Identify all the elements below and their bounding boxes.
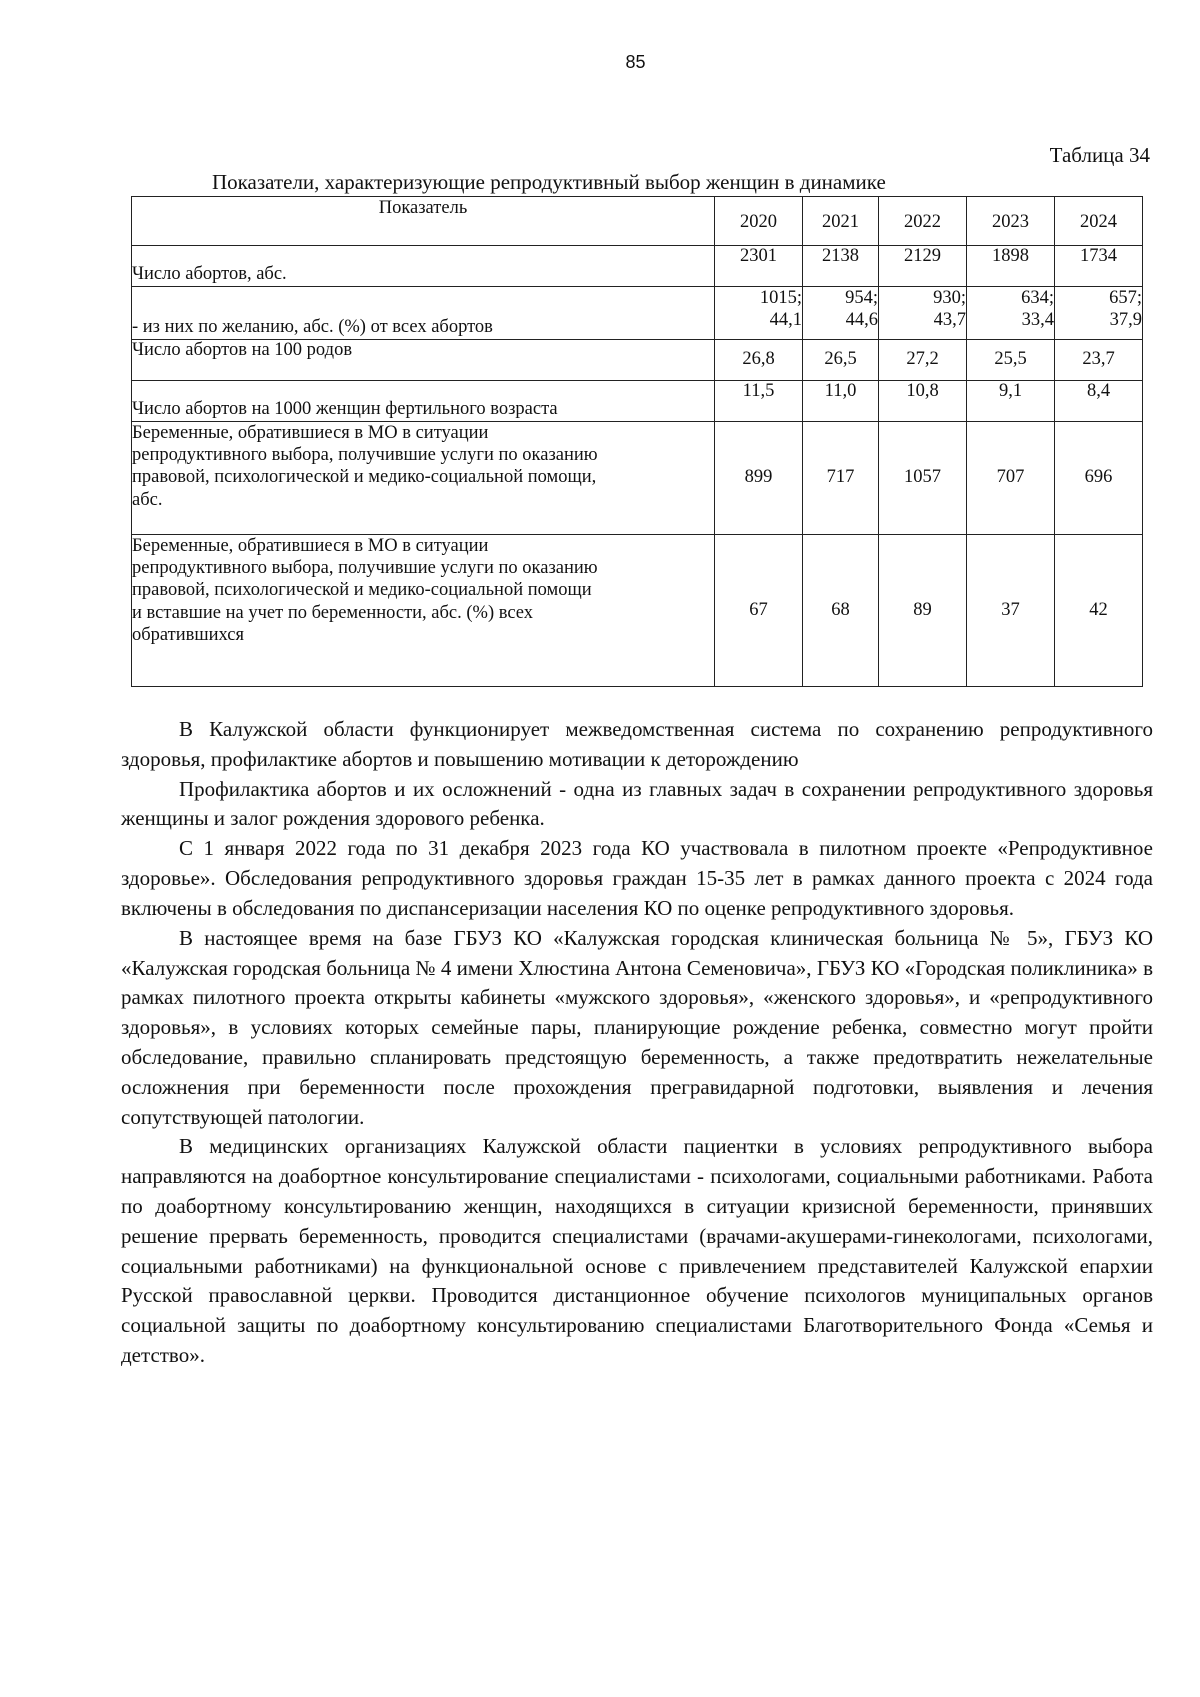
table-cell: 696 [1055,422,1143,535]
row-label-line: правовой, психологической и медико-социальной помощи [132,580,592,601]
table-row [132,287,1143,340]
table-cell: 25,5 [967,340,1055,381]
row-label [132,535,715,687]
row-label-line: репродуктивного выбора, получившие услуги по оказанию [132,558,598,579]
paragraph: С 1 января 2022 года по 31 декабря 2023 года КО участвовала в пилотном проекте «Репродуктивное здоровье». Обследования репродуктивного здоровья граждан 15-35 лет в рамках данного проекта с 2024 года включены в обследования по диспансеризации населения КО по оценке репродуктивного здоровья. [121,836,1153,920]
cell-pct: 43,7 [933,310,966,331]
row-label-line: и вставшие на учет по беременности, абс. (%) всех [132,602,534,623]
cell-abs: 930; [933,288,966,308]
paragraph: В Калужской области функционирует межведомственная система по сохранению репродуктивного здоровья, профилактике абортов и повышению мотивации к деторождению [121,717,1153,771]
indicators-table [131,196,1143,687]
row-label: Число абортов на 1000 женщин фертильного возраста [132,381,715,422]
table-row [132,246,1143,287]
table-cell: 717 [803,422,879,535]
row-label: Число абортов, абс. [132,246,715,287]
table-row [132,381,1143,422]
table-title: Показатели, характеризующие репродуктивный выбор женщин в динамике [212,170,886,194]
table-cell: 1734 [1055,246,1143,287]
table-cell [1055,287,1143,340]
row-label [132,422,715,535]
header-year-2021: 2021 [803,197,879,246]
header-year-2020: 2020 [715,197,803,246]
cell-abs: 634; [1021,288,1054,308]
cell-abs: 1015; [759,288,802,308]
row-label: Число абортов на 100 родов [132,340,715,381]
table-cell: 11,0 [803,381,879,422]
table-cell: 27,2 [879,340,967,381]
cell-pct: 37,9 [1109,310,1142,331]
table-cell: 707 [967,422,1055,535]
table-cell: 10,8 [879,381,967,422]
row-label-line: репродуктивного выбора, получившие услуги по оказанию [132,445,598,466]
table-cell: 2301 [715,246,803,287]
table-cell: 26,5 [803,340,879,381]
table-cell: 37 [967,535,1055,687]
cell-pct: 44,6 [845,310,878,331]
table-cell: 2138 [803,246,879,287]
table-cell [967,287,1055,340]
table-cell: 899 [715,422,803,535]
cell-abs: 657; [1109,288,1142,308]
row-label-line: правовой, психологической и медико-социальной помощи, [132,467,597,488]
header-year-2024: 2024 [1055,197,1143,246]
page-number: 85 [625,52,646,72]
table-cell: 8,4 [1055,381,1143,422]
body-text [121,715,1153,1371]
table-cell: 89 [879,535,967,687]
paragraph: В настоящее время на базе ГБУЗ КО «Калужская городская клиническая больница № 5», ГБУЗ КО «Калужская городская больница № 4 имени Хлюстина Антона Семеновича», ГБУЗ КО «Городская поликлиника» в рамках пилотного проекта открыты кабинеты «мужского здоровья», «женского здоровья», и «репродуктивного здоровья», в условиях которых семейные пары, планирующие рождение ребенка, совместно могут пройти обследование, правильно спланировать предстоящую беременность, а также предотвратить нежелательные осложнения при беременности после прохождения прегравидарной подготовки, выявления и лечения сопутствующей патологии. [121,925,1153,1129]
table-header-row [132,197,1143,246]
cell-abs: 954; [845,288,878,308]
table-cell: 1898 [967,246,1055,287]
table-cell: 11,5 [715,381,803,422]
header-year-2023: 2023 [967,197,1055,246]
table-row [132,340,1143,381]
cell-pct: 33,4 [1021,310,1054,331]
table-cell [715,287,803,340]
table-cell: 2129 [879,246,967,287]
table-cell: 23,7 [1055,340,1143,381]
row-label-line: Беременные, обратившиеся в МО в ситуации [132,536,489,556]
table-cell [879,287,967,340]
header-indicator: Показатель [132,197,715,246]
cell-pct: 44,1 [769,310,802,331]
table-row [132,422,1143,535]
table-label: Таблица 34 [1049,143,1150,167]
table-cell: 42 [1055,535,1143,687]
row-label-line: Беременные, обратившиеся в МО в ситуации [132,423,489,443]
table-cell: 9,1 [967,381,1055,422]
paragraph: Профилактика абортов и их осложнений - одна из главных задач в сохранении репродуктивного здоровья женщины и залог рождения здорового ребенка. [121,776,1153,831]
table-cell: 26,8 [715,340,803,381]
row-label: - из них по желанию, абс. (%) от всех абортов [132,287,715,340]
table-cell: 67 [715,535,803,687]
row-label-line: обратившихся [132,624,244,645]
table-cell [803,287,879,340]
table-row [132,535,1143,687]
table-cell: 1057 [879,422,967,535]
table-cell: 68 [803,535,879,687]
paragraph: В медицинских организациях Калужской области пациентки в условиях репродуктивного выбора направляются на доабортное консультирование специалистами - психологами, социальными работниками. Работа по доабортному консультированию женщин, находящихся в ситуации кризисной беременности, принявших решение прервать беременность, проводится специалистами (врачами-акушерами-гинекологами, психологами, социальными работниками) на функциональной основе с привлечением представителей Калужской епархии Русской православной церкви. Проводится дистанционное обучение психологов муниципальных органов социальной защиты по доабортному консультированию специалистами Благотворительного Фонда «Семья и детство». [121,1134,1153,1368]
row-label-line: абс. [132,489,163,510]
header-year-2022: 2022 [879,197,967,246]
